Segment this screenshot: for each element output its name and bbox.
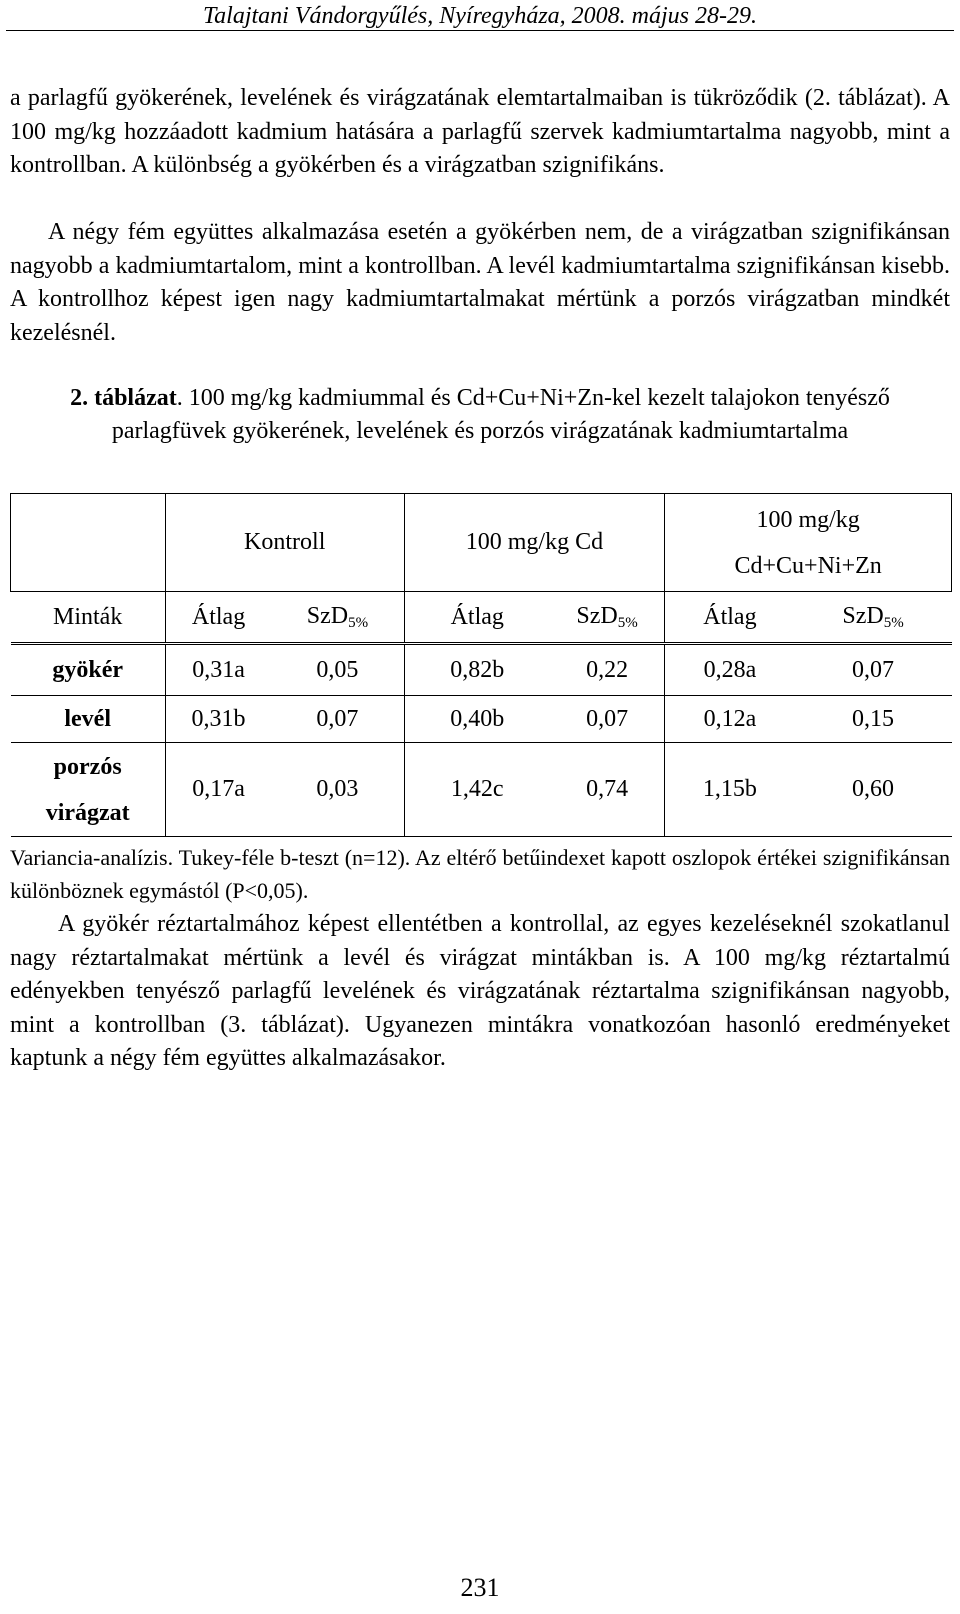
paragraph-1: a parlagfű gyökerének, levelének és virágzatának elemtartalmaiban is tükröződik (2. táblázat). A 100 mg/kg hozzáadott kadmium hatására a parlagfű szervek kadmiumtartalma nagyobb, mint a kontrollban. A különbség a gyökérben és a virágzatban szignifikáns. xyxy=(10,85,950,178)
group-mix-line1: 100 mg/kg xyxy=(756,506,860,533)
paragraph-3: A gyökér réztartalmához képest ellentétben a kontrollal, az egyes kezeléseknél szokatlanul nagy réztartalmakat mértünk a levél és virágzat mintákban is. A 100 mg/kg réztartalmú edényekben tenyésző parlagfű levelének és virágzatának réztartalma szignifikánsan nagyobb, mint a kontrollban (3. táblázat). Ugyanezen mintákra vonatkozóan hasonló eredményeket kaptunk a négy fém együttes alkalmazásakor. xyxy=(10,911,950,1071)
group-cd: 100 mg/kg Cd xyxy=(404,494,665,592)
group-header-row xyxy=(11,494,952,592)
row-label-line2: virágzat xyxy=(45,799,130,826)
table-cell: 1,42c xyxy=(404,743,550,837)
table-row xyxy=(11,696,952,743)
table-cell: 0,07 xyxy=(795,644,952,696)
corner-cell xyxy=(11,494,166,592)
table-cell: 0,15 xyxy=(795,696,952,743)
lsd-header: SzD$_{5\%}$ xyxy=(550,592,665,644)
row-label: gyökér xyxy=(11,644,166,696)
table-cell: 0,12a xyxy=(665,696,795,743)
lsd-header: SzD$_{5\%}$ xyxy=(795,592,952,644)
mean-header: Átlag xyxy=(404,592,550,644)
cadmium-table xyxy=(10,493,952,837)
mean-header: Átlag xyxy=(165,592,271,644)
group-mix xyxy=(665,494,952,592)
page-number: 231 xyxy=(460,1573,500,1602)
table-cell: 0,31a xyxy=(165,644,271,696)
table-cell: 0,74 xyxy=(550,743,665,837)
group-mix-line2: Cd+Cu+Ni+Zn xyxy=(734,552,882,579)
table-row xyxy=(11,743,952,837)
table-cell: 0,03 xyxy=(271,743,404,837)
table-notes: Variancia-analízis. Tukey-féle b-teszt (n=12). Az eltérő betűindexet kapott oszlopok értékei szignifikánsan különböznek egymástól (P<0,05). xyxy=(10,845,950,903)
row-label xyxy=(11,743,166,837)
row-label: levél xyxy=(11,696,166,743)
lsd-header: SzD$_{5\%}$ xyxy=(271,592,404,644)
samples-header: Minták xyxy=(11,592,166,644)
table-caption xyxy=(10,382,950,448)
table-cell: 0,40b xyxy=(404,696,550,743)
subheader-row xyxy=(11,592,952,644)
table-cell: 0,31b xyxy=(165,696,271,743)
table-row xyxy=(11,644,952,696)
running-header: Talajtani Vándorgyűlés, Nyíregyháza, 2008. május 28-29. xyxy=(203,3,757,29)
table-cell: 0,82b xyxy=(404,644,550,696)
header-rule xyxy=(6,30,954,31)
mean-header: Átlag xyxy=(665,592,795,644)
paragraph-2: A négy fém együttes alkalmazása esetén a gyökérben nem, de a virágzatban szignifikánsan nagyobb a kadmiumtartalom, mint a kontrollban. A levél kadmiumtartalma szignifikánsan kisebb. A kontrollhoz képest igen nagy kadmiumtartalmakat mértünk a porzós virágzatban mindkét kezelésnél. xyxy=(10,219,950,346)
table-cell: 0,22 xyxy=(550,644,665,696)
table-cell: 0,17a xyxy=(165,743,271,837)
table-cell: 0,28a xyxy=(665,644,795,696)
table-caption-label: 2. táblázat xyxy=(70,385,177,411)
table-caption-text: . 100 mg/kg kadmiummal és Cd+Cu+Ni+Zn-kel kezelt talajokon tenyésző parlagfüvek gyökerének, levelének és porzós virágzatának kadmiumtartalma xyxy=(111,385,890,444)
table-cell: 0,05 xyxy=(271,644,404,696)
row-label-line1: porzós xyxy=(53,753,122,780)
table-cell: 1,15b xyxy=(665,743,795,837)
table-cell: 0,07 xyxy=(271,696,404,743)
table-cell: 0,60 xyxy=(795,743,952,837)
table-cell: 0,07 xyxy=(550,696,665,743)
group-control: Kontroll xyxy=(165,494,404,592)
